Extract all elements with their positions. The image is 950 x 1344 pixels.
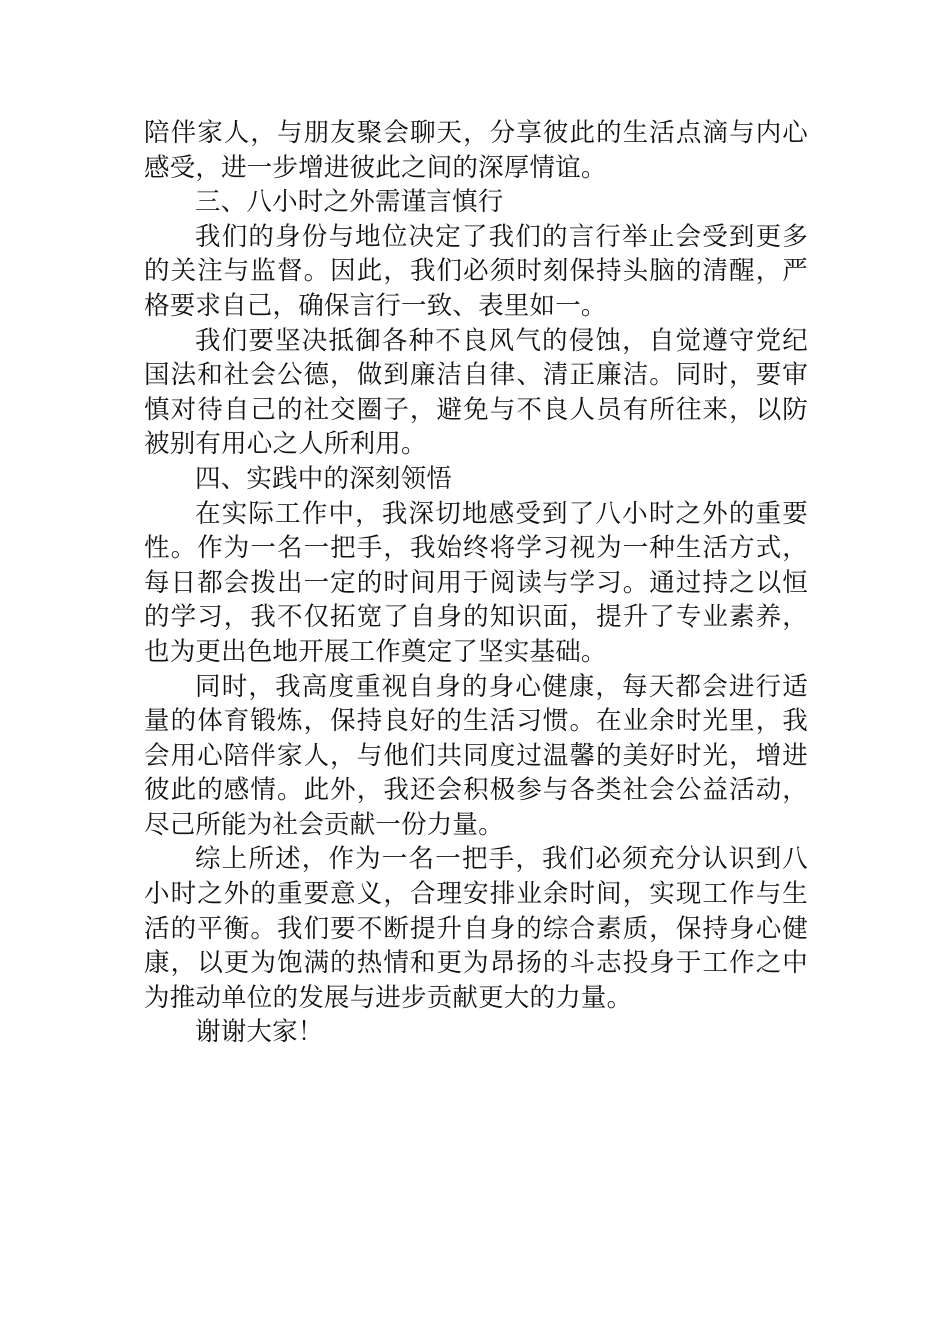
paragraph: 我们要坚决抵御各种不良风气的侵蚀，自觉遵守党纪国法和社会公德，做到廉洁自律、清正廉洁。同时，要审慎对待自己的社交圈子，避免与不良人员有所往来，以防被别有用心之人所利用。	[144, 325, 808, 460]
closing-line: 谢谢大家！	[195, 1017, 324, 1048]
section-heading-3: 三、八小时之外需谨言慎行	[195, 187, 504, 218]
section-heading-4: 四、实践中的深刻领悟	[195, 463, 453, 494]
paragraph: 同时，我高度重视自身的身心健康，每天都会进行适量的体育锻炼，保持良好的生活习惯。在业余时光里，我会用心陪伴家人，与他们共同度过温馨的美好时光，增进彼此的感情。此外，我还会积极参与各类社会公益活动，尽己所能为社会贡献一份力量。	[144, 671, 808, 840]
paragraph-continuation: 陪伴家人，与朋友聚会聊天，分享彼此的生活点滴与内心感受，进一步增进彼此之间的深厚情谊。	[144, 118, 808, 183]
paragraph: 在实际工作中，我深切地感受到了八小时之外的重要性。作为一名一把手，我始终将学习视为一种生活方式，每日都会拨出一定的时间用于阅读与学习。通过持之以恒的学习，我不仅拓宽了自身的知识面，提升了专业素养，也为更出色地开展工作奠定了坚实基础。	[144, 498, 808, 667]
document-body	[144, 116, 808, 1050]
paragraph: 我们的身份与地位决定了我们的言行举止会受到更多的关注与监督。因此，我们必须时刻保持头脑的清醒，严格要求自己，确保言行一致、表里如一。	[144, 221, 808, 321]
paragraph: 综上所述，作为一名一把手，我们必须充分认识到八小时之外的重要意义，合理安排业余时间，实现工作与生活的平衡。我们要不断提升自身的综合素质，保持身心健康，以更为饱满的热情和更为昂扬的斗志投身于工作之中为推动单位的发展与进步贡献更大的力量。	[144, 844, 808, 1013]
